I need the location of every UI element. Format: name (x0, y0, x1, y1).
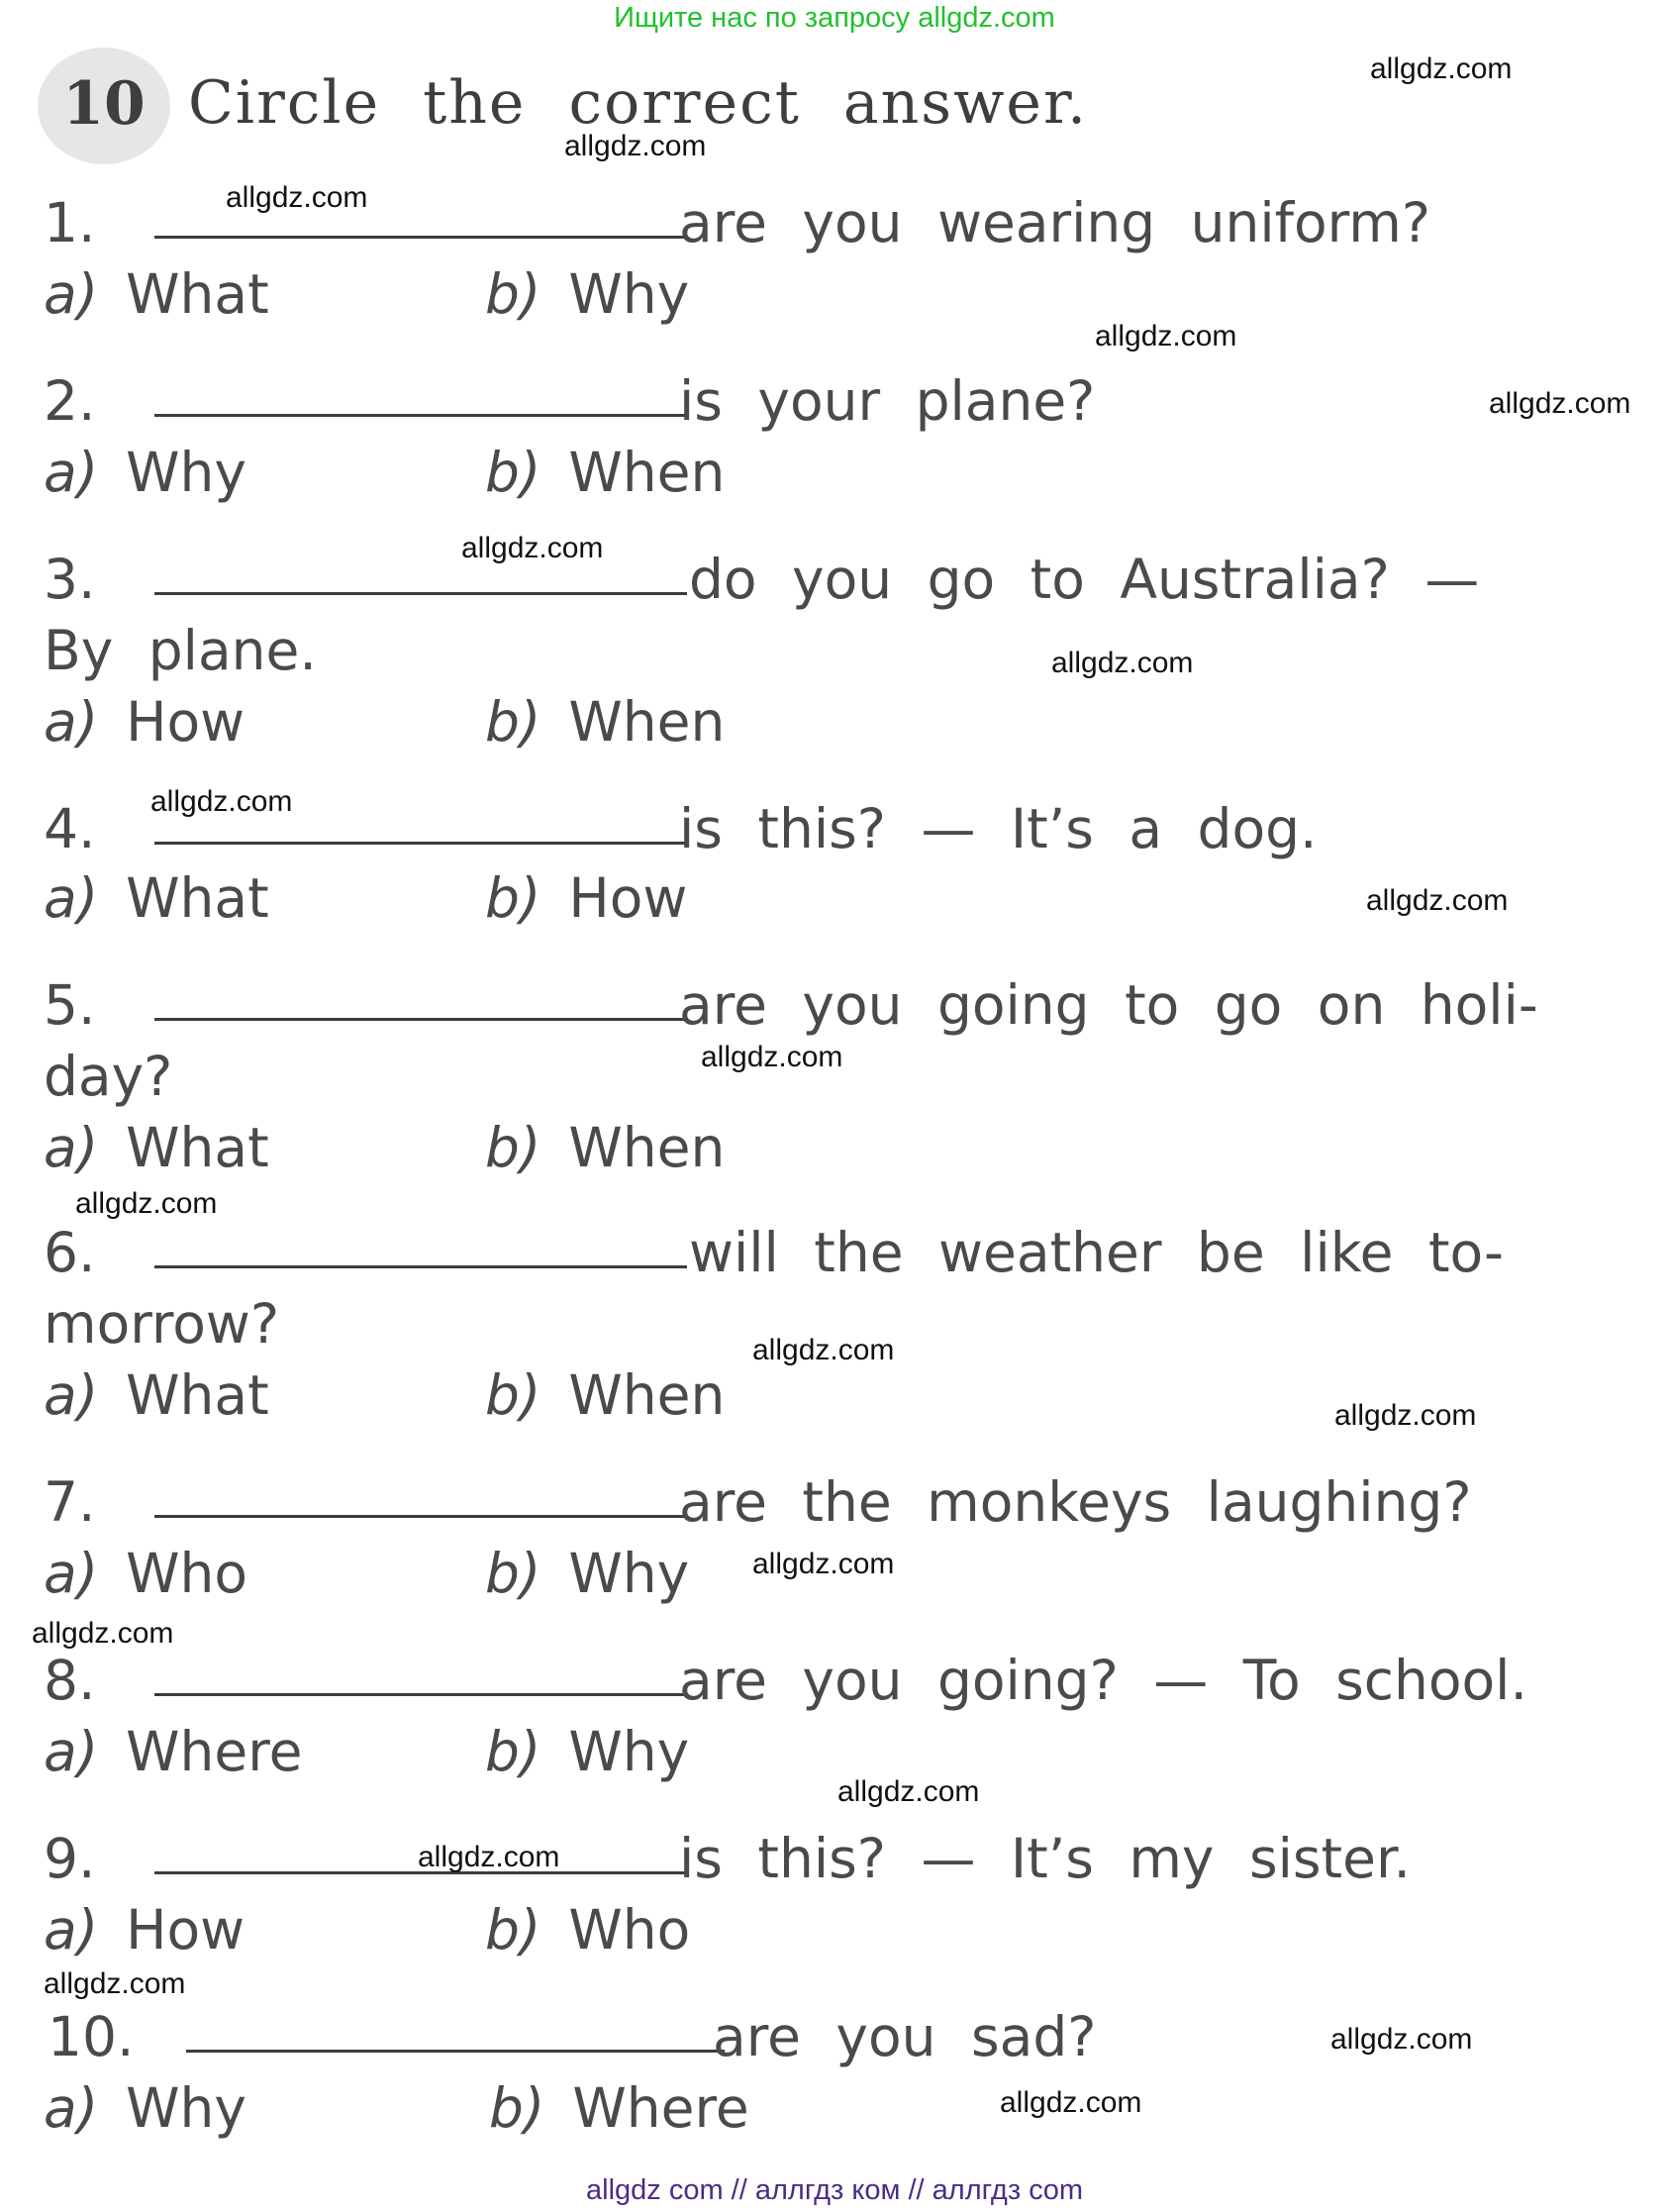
watermark: allgdz.com (75, 1187, 218, 1220)
option-b[interactable] (485, 440, 725, 505)
option-b[interactable] (485, 1362, 725, 1428)
question-continuation (44, 618, 317, 683)
watermark: allgdz.com (1366, 884, 1509, 917)
bottom-banner: allgdz com // аллгдз ком // аллгдз com (586, 2174, 1083, 2206)
option-letter: b) (485, 1542, 541, 1605)
option-b[interactable] (485, 1541, 689, 1606)
question-continuation (44, 1044, 172, 1109)
option-word: What (126, 262, 269, 326)
option-word: Why (568, 1542, 690, 1605)
option-letter: a) (44, 1116, 99, 1179)
watermark: allgdz.com (752, 1548, 895, 1580)
answer-blank (154, 1265, 687, 1268)
option-a[interactable] (44, 1115, 269, 1180)
answer-blank (154, 1515, 687, 1518)
option-a[interactable] (44, 1719, 303, 1784)
option-letter: b) (485, 690, 541, 754)
watermark: allgdz.com (1370, 52, 1513, 85)
option-letter: b) (489, 2076, 545, 2140)
option-word: When (568, 1363, 726, 1427)
question-number: 10. (48, 2005, 135, 2068)
question-text: is this? — It’s my sister. (679, 1827, 1411, 1890)
exercise-number-badge (38, 48, 170, 164)
option-letter: b) (485, 1116, 541, 1179)
option-word: When (568, 1116, 726, 1179)
option-letter: b) (485, 441, 541, 504)
option-word: Who (126, 1542, 248, 1605)
watermark: allgdz.com (32, 1617, 174, 1650)
watermark: allgdz.com (564, 130, 707, 162)
question-text: is your plane? (679, 369, 1096, 433)
question-number: 6. (44, 1221, 96, 1284)
option-letter: a) (44, 441, 99, 504)
option-a[interactable] (44, 2075, 246, 2141)
option-b[interactable] (485, 1115, 725, 1180)
question-continuation (44, 1291, 279, 1357)
option-a[interactable] (44, 1897, 245, 1962)
option-letter: b) (485, 1363, 541, 1427)
watermark: allgdz.com (837, 1775, 980, 1808)
question-number: 7. (44, 1470, 96, 1534)
question-text: is this? — It’s a dog. (679, 797, 1318, 860)
watermark: allgdz.com (701, 1041, 843, 1073)
question-text-continued: By plane. (44, 619, 317, 682)
option-letter: a) (44, 262, 99, 326)
watermark: allgdz.com (1334, 1399, 1477, 1432)
question-number: 5. (44, 973, 96, 1037)
option-letter: b) (485, 1720, 541, 1783)
watermark: allgdz.com (150, 785, 293, 818)
watermark: allgdz.com (1051, 647, 1194, 679)
option-word: When (568, 441, 726, 504)
question-number: 1. (44, 191, 96, 254)
watermark: allgdz.com (44, 1967, 186, 2000)
option-letter: b) (485, 866, 541, 930)
option-word: Who (568, 1898, 691, 1961)
watermark: allgdz.com (1489, 387, 1631, 420)
option-a[interactable] (44, 261, 269, 327)
option-word: How (126, 1898, 245, 1961)
option-letter: a) (44, 690, 99, 754)
option-letter: a) (44, 866, 99, 930)
watermark: allgdz.com (418, 1841, 560, 1873)
option-b[interactable] (485, 689, 725, 754)
option-letter: b) (485, 1898, 541, 1961)
option-word: How (126, 690, 245, 754)
option-a[interactable] (44, 865, 269, 931)
answer-blank (154, 1693, 687, 1696)
option-a[interactable] (44, 1362, 269, 1428)
option-letter: a) (44, 1542, 99, 1605)
option-word: What (126, 866, 269, 930)
top-banner: Ищите нас по запросу allgdz.com (614, 2, 1055, 34)
option-b[interactable] (489, 2075, 749, 2141)
watermark: allgdz.com (226, 181, 368, 214)
option-word: Why (568, 1720, 690, 1783)
watermark: allgdz.com (461, 532, 604, 564)
option-word: What (126, 1363, 269, 1427)
question-text: are the monkeys laughing? (679, 1470, 1472, 1534)
option-b[interactable] (485, 1897, 690, 1962)
option-b[interactable] (485, 1719, 689, 1784)
option-word: What (126, 1116, 269, 1179)
option-a[interactable] (44, 689, 245, 754)
question-text: are you sad? (713, 2005, 1097, 2068)
answer-blank (154, 1018, 687, 1021)
option-word: When (568, 690, 726, 754)
question-text-continued: morrow? (44, 1292, 280, 1356)
question-number: 8. (44, 1649, 96, 1712)
watermark: allgdz.com (1095, 320, 1237, 352)
option-word: Why (568, 262, 690, 326)
option-letter: a) (44, 1363, 99, 1427)
option-a[interactable] (44, 1541, 247, 1606)
option-b[interactable] (485, 261, 689, 327)
answer-blank (154, 592, 687, 595)
answer-blank (154, 236, 687, 239)
answer-blank (154, 842, 687, 845)
watermark: allgdz.com (1330, 2023, 1473, 2056)
question-text: are you wearing uniform? (679, 191, 1431, 254)
question-text-continued: day? (44, 1045, 173, 1108)
option-letter: a) (44, 1720, 99, 1783)
exercise-number: 10 (62, 69, 146, 139)
option-word: Where (572, 2076, 749, 2140)
question-text: will the weather be like to- (689, 1221, 1505, 1284)
option-b[interactable] (485, 865, 687, 931)
answer-blank (154, 414, 687, 417)
question-text: do you go to Australia? — (689, 548, 1480, 611)
option-letter: b) (485, 262, 541, 326)
question-number: 9. (44, 1827, 96, 1890)
question-text: are you going? — To school. (679, 1649, 1527, 1712)
question-number: 3. (44, 548, 96, 611)
option-word: Why (126, 2076, 246, 2140)
answer-blank (186, 2050, 725, 2053)
option-word: Where (126, 1720, 303, 1783)
question-text: are you going to go on holi- (679, 973, 1538, 1037)
exercise-title: Circle the correct answer. (188, 68, 1089, 138)
option-a[interactable] (44, 440, 246, 505)
watermark: allgdz.com (752, 1334, 895, 1366)
option-word: Why (126, 441, 246, 504)
option-letter: a) (44, 2076, 99, 2140)
watermark: allgdz.com (1000, 2086, 1142, 2119)
option-word: How (568, 866, 688, 930)
question-number: 4. (44, 797, 96, 860)
question-number: 2. (44, 369, 96, 433)
option-letter: a) (44, 1898, 99, 1961)
